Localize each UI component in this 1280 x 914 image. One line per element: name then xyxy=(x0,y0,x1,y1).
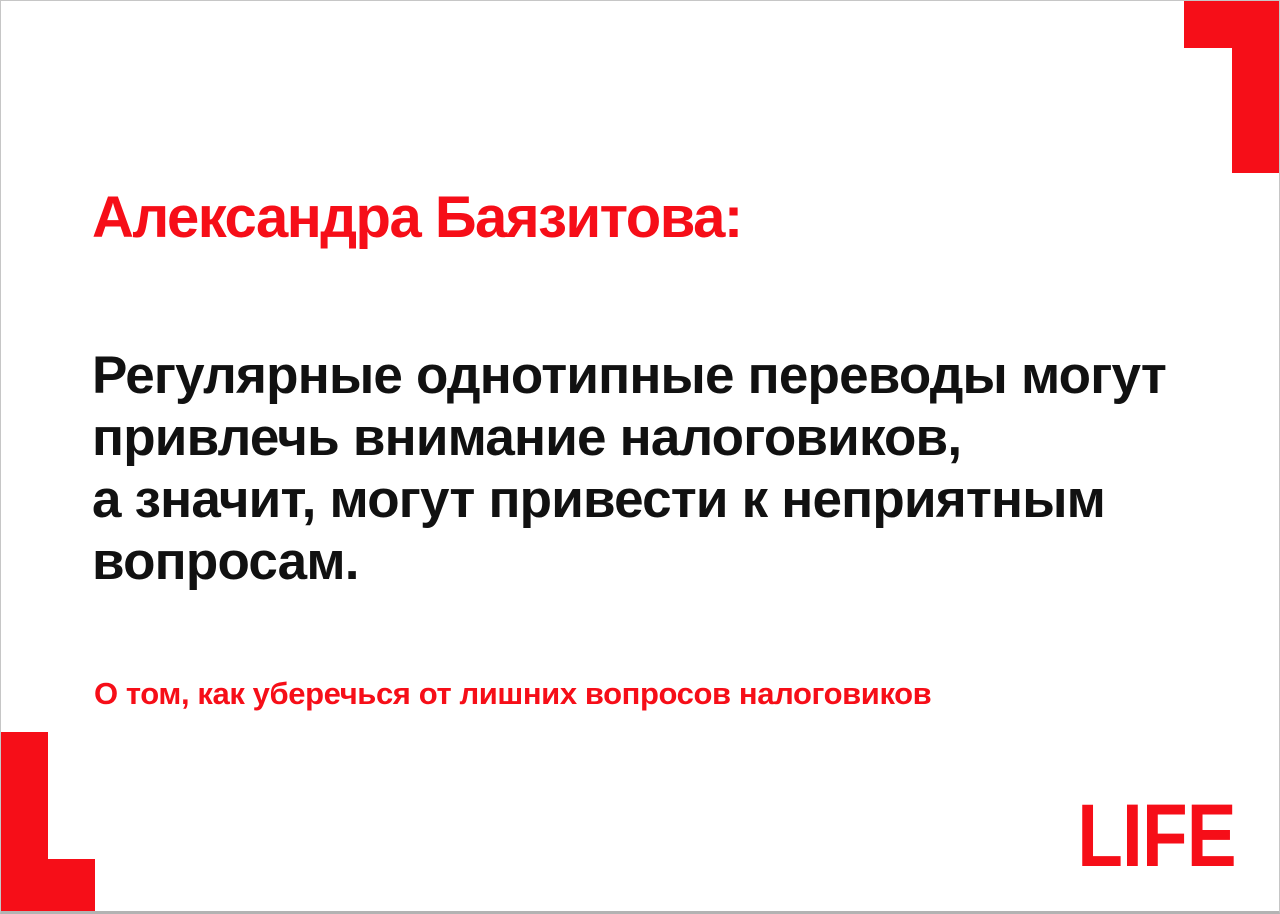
quote-line: вопросам. xyxy=(92,532,359,591)
quote-line: а значит, могут привести к неприятным xyxy=(92,470,1106,529)
life-logo: LIFE xyxy=(1077,785,1236,885)
quote-text xyxy=(92,345,1166,593)
corner-accent-top-right-vertical-bar xyxy=(1232,1,1279,173)
caption: О том, как уберечься от лишних вопросов налоговиков xyxy=(94,676,932,711)
author-name: Александра Баязитова: xyxy=(92,185,742,250)
quote-line: привлечь внимание налоговиков, xyxy=(92,408,962,467)
quote-line: Регулярные однотипные переводы могут xyxy=(92,346,1166,405)
corner-accent-bottom-left-horizontal-bar xyxy=(1,859,95,911)
